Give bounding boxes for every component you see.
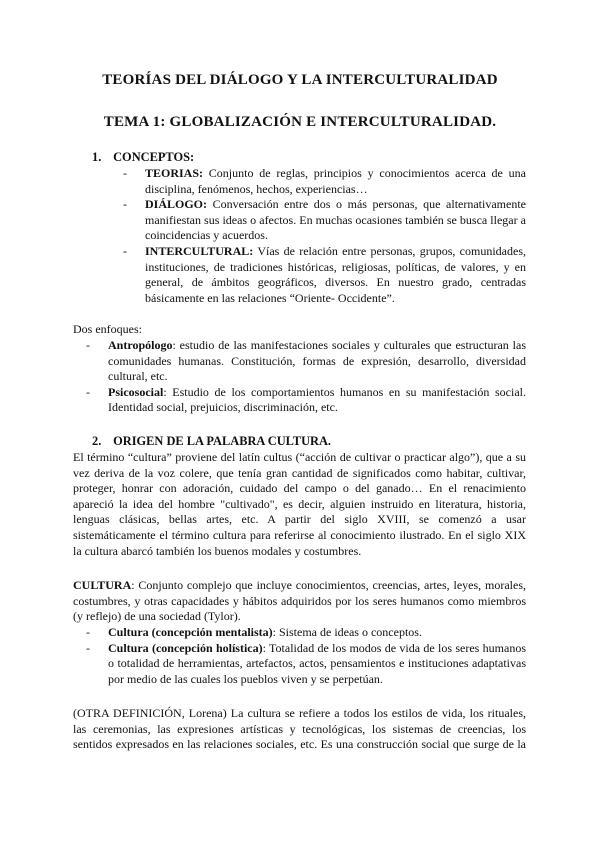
term: TEORIAS: [145,166,204,180]
list-item [86,338,526,385]
section-number: 1. [92,150,102,164]
term: INTERCULTURAL: [145,243,254,258]
cultura-definition [73,578,526,625]
bullet-dash: - [123,243,127,258]
definition: Vías de relación entre personas, grupos, comunidades, instituciones, de tradiciones históricas, religiosas, políticas, de valores, y en general, de ámbitos geográficos, diversos. En nuestro grado, centradas básicamente en las relaciones “Oriente- Occidente”. [145,243,526,305]
enfoques-intro: Dos enfoques: [73,322,142,336]
term: Cultura (concepción mentalista) [108,625,273,639]
term: Cultura (concepción holística) [108,640,263,655]
term: Antropólogo [108,338,173,352]
list-item [86,625,526,641]
term: DIÁLOGO: [145,197,208,212]
definition: Conjunto de reglas, principios y conocimientos acerca de una disciplina, fenómenos, hechos, experiencias… [145,166,526,196]
list-item [86,640,526,688]
definition: Conversación entre dos o más personas, que alternativamente manifiestan sus ideas o afectos. En muchas ocasiones también se busca llegar a coincidencias y acuerdos. [145,197,526,243]
definition: : Sistema de ideas o conceptos. [272,625,422,639]
definition: : Totalidad de los modos de vida de los seres humanos o totalidad de herramientas, artefactos, actos, pensamientos e instituciones adaptativas por medio de las cuales los pueblos viven y se perpetúan. [108,640,526,686]
definition: : Estudio de los comportamientos humanos en su manifestación social. Identidad social, prejuicios, discriminación, etc. [108,384,526,415]
document-subtitle: TEMA 1: GLOBALIZACIÓN E INTERCULTURALIDAD. [103,114,497,130]
bullet-dash: - [86,640,90,655]
bullet-dash: - [86,338,90,352]
cultura-list [86,625,526,687]
section-heading-text: CONCEPTOS: [113,150,195,164]
bullet-dash: - [86,384,90,399]
term: CULTURA [73,578,132,592]
section-number: 2. [92,434,102,448]
section-heading-origen [92,434,331,449]
term: Psicosocial [108,384,164,399]
list-item [123,166,526,197]
list-item [86,384,526,416]
section-heading-conceptos [92,150,194,165]
document-title: TEORÍAS DEL DIÁLOGO Y LA INTERCULTURALIDAD [102,72,498,88]
list-item [123,197,526,244]
bullet-dash: - [123,166,127,180]
section-heading-text: ORIGEN DE LA PALABRA CULTURA. [113,434,332,448]
otra-definicion-paragraph: (OTRA DEFINICIÓN, Lorena) La cultura se refiere a todos los estilos de vida, los rituales, las ceremonias, las expresiones artísticas y tecnológicas, los sistemas de creencias, los sentidos expresados en las relaciones sociales, etc. Es una construcción social que surge de la [73,706,526,752]
definition: : Conjunto complejo que incluye conocimientos, creencias, artes, leyes, morales, costumbres, y otras capacidades y hábitos adquiridos por los seres humanos como miembros (y reflejo) de una sociedad (Tylor). [73,578,526,624]
bullet-dash: - [123,197,127,212]
concepts-list [123,166,526,306]
enfoques-list [86,338,526,416]
bullet-dash: - [86,625,90,639]
origen-paragraph: El término “cultura” proviene del latín cultus (“acción de cultivar o practicar algo”), que a su vez deriva de la voz colere, que tenía gran cantidad de significados como habitar, cultivar, proteger, honrar con adoración, cuidado del campo o del ganado… En el renacimiento apareció la idea del hombre "cultivado", es decir, alguien instruido en literatura, historia, lenguas clásicas, bellas artes, etc. A partir del siglo XVIII, se comenzó a usar sistemáticamente el término cultura para referirse al conocimiento ilustrado. En el siglo XIX la cultura abarcó también los buenos modales y costumbres. [73,450,526,558]
list-item [123,243,526,306]
definition: : estudio de las manifestaciones sociales y culturales que estructuran las comunidades humanas. Constitución, formas de expresión, desarrollo, diversidad cultural, etc. [108,338,526,384]
